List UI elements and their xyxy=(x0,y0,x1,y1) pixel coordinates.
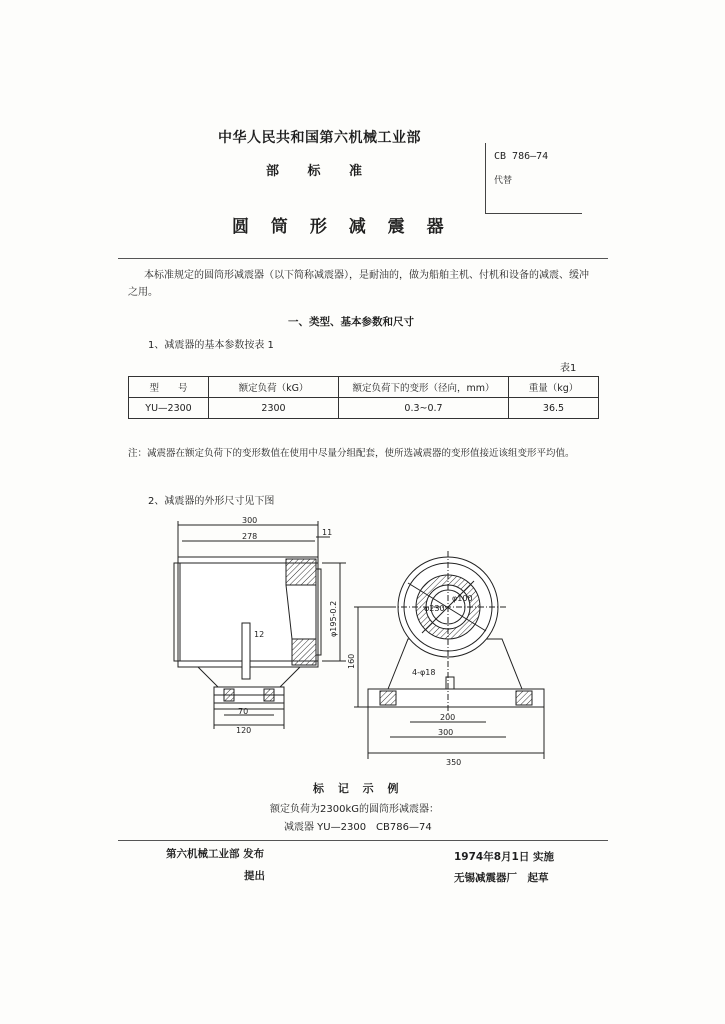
outline-drawing xyxy=(150,515,570,770)
footer-divider xyxy=(118,840,608,841)
item-1: 1、减震器的基本参数按表 1 xyxy=(148,340,274,351)
dim-bore: φ230 xyxy=(424,604,445,613)
dim-120: 120 xyxy=(236,726,252,735)
section-heading: 一、类型、基本参数和尺寸 xyxy=(288,316,414,328)
issued-by: 第六机械工业部 发布 xyxy=(166,848,265,860)
table-cell: YU—2300 xyxy=(129,398,209,419)
ministry-name: 中华人民共和国第六机械工业部 xyxy=(218,130,421,146)
intro-paragraph: 本标准规定的圆筒形减震器（以下简称减震器），是耐油的，做为船舶主机、付机和设备的减震、缓冲之用。 xyxy=(128,270,589,298)
example-line-1: 额定负荷为2300kG的圆筒形减震器： xyxy=(270,804,439,815)
header-divider xyxy=(118,258,608,259)
parameter-table xyxy=(128,376,599,419)
table-note: 注：减震器在额定负荷下的变形数值在使用中尽量分组配套，使所选减震器的变形值接近该组变形平均值。 xyxy=(128,448,575,459)
dim-hole: 4-φ18 xyxy=(412,668,436,677)
dim-195: φ195-0.2 xyxy=(329,600,338,637)
table-cell: 36.5 xyxy=(509,398,599,419)
table-row xyxy=(129,398,599,419)
example-heading: 标 记 示 例 xyxy=(313,782,399,795)
dim-300b: 300 xyxy=(438,728,454,737)
replaces-label: 代替 xyxy=(494,176,513,186)
table-label: 表1 xyxy=(560,363,577,374)
header-cell: 重量（kg） xyxy=(509,377,599,398)
dim-100: φ100 xyxy=(452,594,473,603)
effective-date: 1974年8月1日 实施 xyxy=(454,851,554,863)
side-view xyxy=(174,521,346,729)
dim-11: 11 xyxy=(322,528,333,537)
standard-type: 部 标 准 xyxy=(266,164,363,179)
dim-12: 12 xyxy=(254,630,265,639)
header-cell: 额定负荷（kG） xyxy=(209,377,339,398)
item-2: 2、减震器的外形尺寸见下图 xyxy=(148,496,275,507)
dim-350: 350 xyxy=(446,758,462,767)
standard-code-box xyxy=(485,143,582,214)
dim-70: 70 xyxy=(238,707,249,716)
drafted-by: 无锡减震器厂 起草 xyxy=(454,872,549,884)
dim-300: 300 xyxy=(242,516,258,525)
dim-278: 278 xyxy=(242,532,258,541)
example-line-2: 减震器 YU—2300 CB786—74 xyxy=(284,822,432,833)
dim-160: 160 xyxy=(347,653,356,669)
dim-200: 200 xyxy=(440,713,456,722)
header-cell: 型 号 xyxy=(129,377,209,398)
header-cell: 额定负荷下的变形（径向，mm） xyxy=(339,377,509,398)
proposed-label: 提出 xyxy=(244,870,265,882)
table-cell: 2300 xyxy=(209,398,339,419)
document-title: 圆 筒 形 减 震 器 xyxy=(232,217,446,237)
table-cell: 0.3~0.7 xyxy=(339,398,509,419)
standard-code: CB 786—74 xyxy=(494,151,549,162)
table-header-row xyxy=(129,377,599,398)
